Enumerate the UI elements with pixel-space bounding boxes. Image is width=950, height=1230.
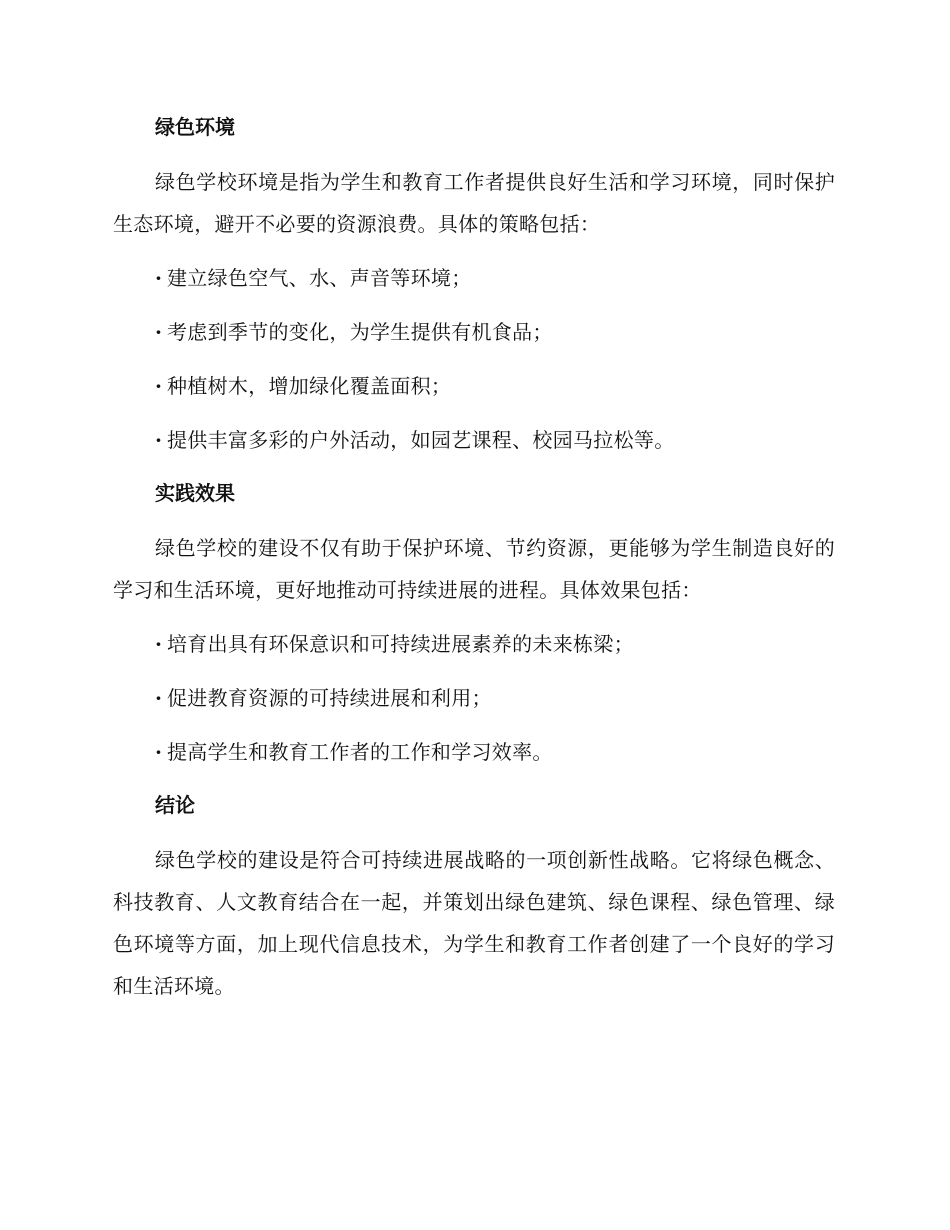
section-green-environment bbox=[113, 107, 835, 461]
bullet-dot-icon: · bbox=[155, 686, 163, 710]
list-item-text: 提高学生和教育工作者的工作和学习效率。 bbox=[167, 740, 553, 764]
bullet-list bbox=[113, 257, 835, 461]
document-page bbox=[113, 107, 835, 1019]
list-item-text: 建立绿色空气、水、声音等环境； bbox=[167, 266, 472, 290]
list-item-text: 培育出具有环保意识和可持续进展素养的未来栋梁； bbox=[167, 632, 634, 656]
list-item bbox=[113, 623, 835, 665]
list-item-text: 促进教育资源的可持续进展和利用； bbox=[167, 686, 492, 710]
list-item bbox=[113, 731, 835, 773]
bullet-dot-icon: · bbox=[155, 266, 163, 290]
bullet-dot-icon: · bbox=[155, 320, 163, 344]
section-heading: 结论 bbox=[155, 793, 195, 817]
list-item-text: 考虑到季节的变化，为学生提供有机食品； bbox=[167, 320, 553, 344]
section-conclusion bbox=[113, 785, 835, 1007]
list-item bbox=[113, 365, 835, 407]
section-paragraph: 绿色学校的建设不仅有助于保护环境、节约资源，更能够为学生制造良好的学习和生活环境，更好地推动可持续进展的进程。具体效果包括： bbox=[113, 536, 835, 602]
section-practice-effect bbox=[113, 473, 835, 773]
list-item-text: 提供丰富多彩的户外活动，如园艺课程、校园马拉松等。 bbox=[167, 428, 675, 452]
list-item-text: 种植树木，增加绿化覆盖面积； bbox=[167, 374, 452, 398]
list-item bbox=[113, 677, 835, 719]
list-item bbox=[113, 257, 835, 299]
bullet-dot-icon: · bbox=[155, 428, 163, 452]
bullet-list bbox=[113, 623, 835, 773]
list-item bbox=[113, 419, 835, 461]
list-item bbox=[113, 311, 835, 353]
bullet-dot-icon: · bbox=[155, 740, 163, 764]
section-paragraph: 绿色学校的建设是符合可持续进展战略的一项创新性战略。它将绿色概念、科技教育、人文教育结合在一起，并策划出绿色建筑、绿色课程、绿色管理、绿色环境等方面，加上现代信息技术，为学生和教育工作者创建了一个良好的学习和生活环境。 bbox=[113, 848, 835, 998]
section-paragraph: 绿色学校环境是指为学生和教育工作者提供良好生活和学习环境，同时保护生态环境，避开不必要的资源浪费。具体的策略包括： bbox=[113, 170, 835, 236]
section-heading: 绿色环境 bbox=[155, 115, 235, 139]
bullet-dot-icon: · bbox=[155, 374, 163, 398]
bullet-dot-icon: · bbox=[155, 632, 163, 656]
section-heading: 实践效果 bbox=[155, 481, 235, 505]
